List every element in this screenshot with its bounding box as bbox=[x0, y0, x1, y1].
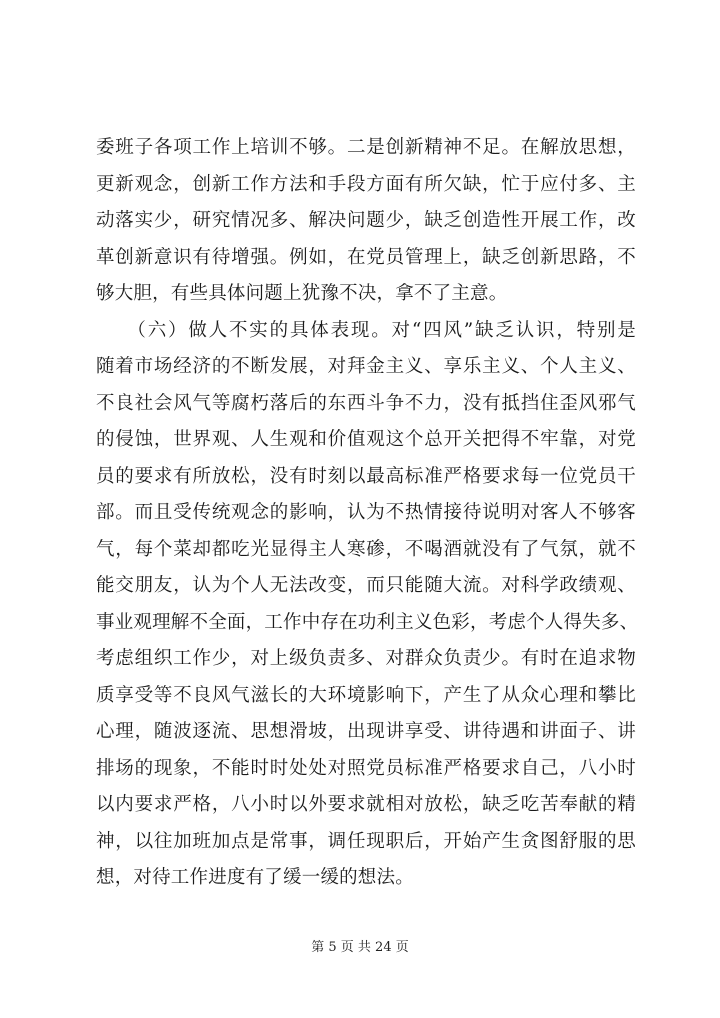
text-line-8: 不良社会风气等腐朽落后的东西斗争不力，没有抵挡住歪风邪气 bbox=[96, 392, 636, 414]
text-line-5: 够大胆，有些具体问题上犹豫不决，拿不了主意。 bbox=[96, 283, 508, 304]
text-line-15: 考虑组织工作少，对上级负责多、对群众负责少。有时在追求物 bbox=[96, 648, 636, 669]
text-line-3: 动落实少，研究情况多、解决问题少，缺乏创造性开展工作，改 bbox=[96, 210, 636, 231]
text-line-13: 能交朋友，认为个人无法改变，而只能随大流。对科学政绩观、 bbox=[96, 575, 636, 596]
page-number-footer: 第 5 页 共 24 页 bbox=[311, 940, 409, 955]
text-line-12: 气，每个菜却都吃光显得主人寒碜，不喝酒就没有了气氛，就不 bbox=[96, 538, 636, 560]
text-line-6: （六）做人不实的具体表现。对“四风”缺乏认识，特别是 bbox=[96, 319, 636, 341]
text-line-1: 委班子各项工作上培训不够。二是创新精神不足。在解放思想， bbox=[96, 137, 636, 158]
text-line-10: 员的要求有所放松，没有时刻以最高标准严格要求每一位党员干 bbox=[96, 465, 636, 487]
text-line-20: 神，以往加班加点是常事，调任现职后，开始产生贪图舒服的思 bbox=[96, 830, 636, 852]
text-line-19: 以内要求严格，八小时以外要求就相对放松，缺乏吃苦奉献的精 bbox=[96, 794, 636, 815]
text-line-4: 革创新意识有待增强。例如，在党员管理上，缺乏创新思路，不 bbox=[96, 246, 636, 268]
text-line-18: 排场的现象，不能时时处处对照党员标准严格要求自己，八小时 bbox=[96, 757, 636, 779]
text-line-9: 的侵蚀，世界观、人生观和价值观这个总开关把得不牢靠，对党 bbox=[96, 429, 636, 450]
text-line-11: 部。而且受传统观念的影响，认为不热情接待说明对客人不够客 bbox=[96, 502, 636, 523]
text-line-7: 随着市场经济的不断发展，对拜金主义、享乐主义、个人主义、 bbox=[96, 356, 636, 377]
text-line-21: 想，对待工作进度有了缓一缓的想法。 bbox=[96, 867, 414, 888]
text-line-2: 更新观念，创新工作方法和手段方面有所欠缺，忙于应付多、主 bbox=[96, 173, 636, 195]
text-line-14: 事业观理解不全面，工作中存在功利主义色彩，考虑个人得失多、 bbox=[96, 611, 639, 633]
text-line-16: 质享受等不良风气滋长的大环境影响下，产生了从众心理和攀比 bbox=[96, 684, 636, 706]
text-line-17: 心理，随波逐流、思想滑坡，出现讲享受、讲待遇和讲面子、讲 bbox=[96, 721, 636, 742]
body-text bbox=[96, 130, 639, 897]
